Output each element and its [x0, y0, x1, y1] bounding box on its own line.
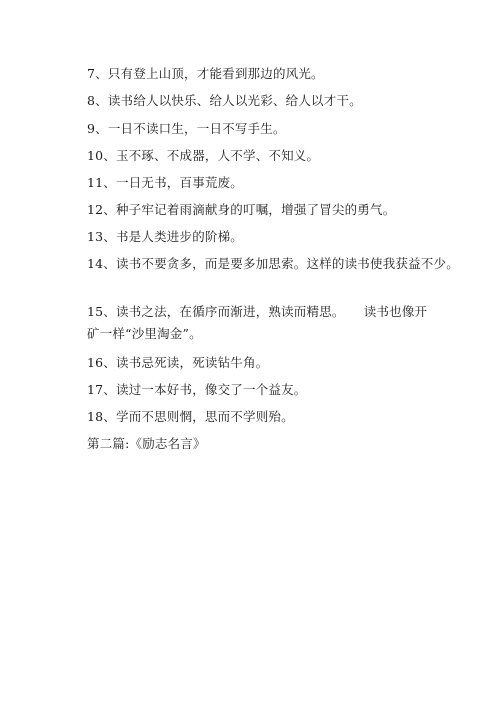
quote-line-7: 7、只有登上山顶，才能看到那边的风光。: [87, 66, 324, 81]
quote-line-11: 11、一日无书，百事荒废。: [87, 175, 244, 190]
quote-line-14: 14、读书不要贪多，而是要多加思索。这样的读书使我获益不少。: [87, 256, 459, 271]
quote-line-9: 9、一日不读口生，一日不写手生。: [87, 121, 286, 136]
quote-line-12: 12、种子牢记着雨滴献身的叮嘱，增强了冒尖的勇气。: [87, 202, 396, 217]
quote-line-18: 18、学而不思则惘，思而不学则殆。: [87, 409, 294, 424]
quote-line-8: 8、读书给人以快乐、给人以光彩、给人以才干。: [87, 93, 362, 108]
quote-line-15: 15、读书之法，在循序而渐进，熟读而精思。 读书也像开矿一样“沙里淘金”。: [87, 304, 428, 341]
quote-line-17: 17、读过一本好书，像交了一个益友。: [87, 382, 307, 397]
quote-line-10: 10、玉不琢、不成器，人不学、不知义。: [87, 148, 320, 163]
section-heading: 第二篇:《励志名言》: [87, 436, 206, 451]
quote-line-16: 16、读书忌死读，死读钻牛角。: [87, 355, 269, 370]
quote-line-13: 13、书是人类进步的阶梯。: [87, 229, 244, 244]
